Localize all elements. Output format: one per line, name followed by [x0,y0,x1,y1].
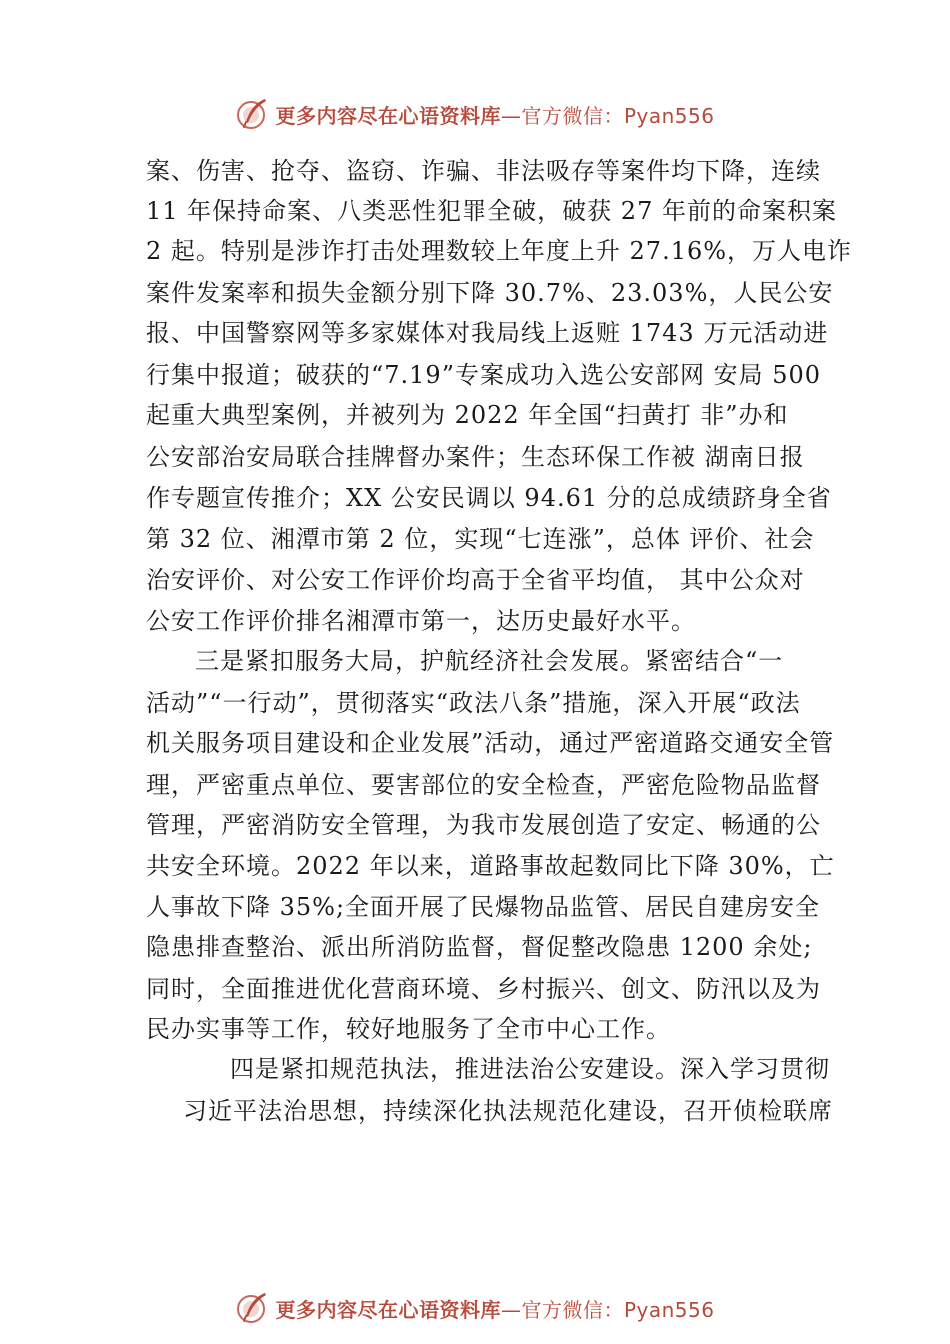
body-line: 隐患排查整治、派出所消防监督，督促整改隐患 1200 余处; [146,933,813,961]
body-line: 同时，全面推进优化营商环境、乡村振兴、创文、防汛以及为 [146,975,821,1003]
paragraph-start-line: 四是紧扣规范执法，推进法治公安建设。深入学习贯彻 [230,1055,830,1083]
header-rest-text: —官方微信：Pyan556 [500,103,715,128]
body-line: 管理，严密消防安全管理，为我市发展创造了安定、畅通的公 [146,811,821,839]
body-line: 案件发案率和损失金额分别下降 30.7%、23.03%，人民公安 [146,279,834,307]
body-line: 2 起。特别是涉诈打击处理数较上年度上升 27.16%，万人电诈 [146,237,853,265]
footer-strong-text: 更多内容尽在心语资料库 [275,1297,501,1322]
body-line: 理，严密重点单位、要害部位的安全检查，严密危险物品监督 [146,771,821,799]
body-line: 起重大典型案例，并被列为 2022 年全国“扫黄打 非”办和 [146,401,789,429]
quill-pen-logo-icon [235,1290,271,1326]
body-line: 机关服务项目建设和企业发展”活动，通过严密道路交通安全管 [146,729,835,757]
body-line: 第 32 位、湘潭市第 2 位，实现“七连涨”，总体 评价、社会 [146,525,815,553]
footer-banner-text [275,1294,714,1323]
body-line: 作专题宣传推介；XX 公安民调以 94.61 分的总成绩跻身全省 [146,484,832,512]
body-line: 行集中报道；破获的“7.19”专案成功入选公安部网 安局 500 [146,361,822,389]
body-line: 活动”“一行动”，贯彻落实“政法八条”措施，深入开展“政法 [146,689,801,717]
body-line: 公安工作评价排名湘潭市第一，达历史最好水平。 [146,607,696,635]
body-line: 人事故下降 35%;全面开展了民爆物品监管、居民自建房安全 [146,893,821,921]
body-line: 11 年保持命案、八类恶性犯罪全破，破获 27 年前的命案积案 [146,197,837,225]
body-line: 习近平法治思想，持续深化执法规范化建设，召开侦检联席 [183,1097,833,1125]
body-line: 共安全环境。2022 年以来，道路事故起数同比下降 30%，亡 [146,852,835,880]
body-line: 公安部治安局联合挂牌督办案件；生态环保工作被 湖南日报 [146,443,805,471]
footer-banner [0,1288,950,1328]
footer-rest-text: —官方微信：Pyan556 [500,1297,715,1322]
body-line: 治安评价、对公安工作评价均高于全省平均值， 其中公众对 [146,566,805,594]
body-line: 案、伤害、抢夺、盗窃、诈骗、非法吸存等案件均下降，连续 [146,157,821,185]
paragraph-start-line: 三是紧扣服务大局，护航经济社会发展。紧密结合“一 [195,647,784,675]
body-line: 民办实事等工作，较好地服务了全市中心工作。 [146,1015,671,1043]
header-strong-text: 更多内容尽在心语资料库 [275,103,501,128]
body-line: 报、中国警察网等多家媒体对我局线上返赃 1743 万元活动进 [146,319,829,347]
